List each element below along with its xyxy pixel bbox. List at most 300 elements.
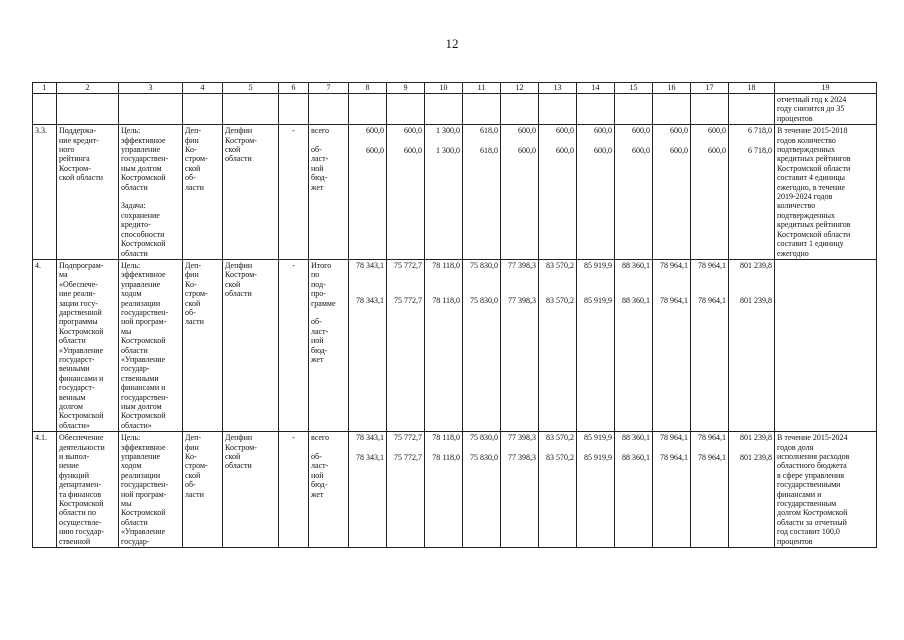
text-line: об- xyxy=(185,307,196,317)
amount-regional: 600,0 xyxy=(670,145,688,155)
amount-total: 600,0 xyxy=(518,126,536,136)
text-line: нение xyxy=(59,461,79,471)
row-number-text: 4. xyxy=(35,260,41,270)
text-line: «Управление xyxy=(121,354,166,364)
text-line: государствен- xyxy=(121,154,169,164)
amount-cell xyxy=(501,432,539,548)
dash: - xyxy=(292,260,295,270)
amount-cell xyxy=(691,125,729,260)
amount-total: 600,0 xyxy=(404,126,422,136)
amount-cell xyxy=(653,125,691,260)
text-line: ным долгом xyxy=(121,163,162,173)
activity-name xyxy=(57,125,119,260)
amount-cell xyxy=(425,432,463,548)
amount-total: 75 772,7 xyxy=(394,260,422,270)
text-line: Костромской xyxy=(59,326,104,336)
text-line: Костромской xyxy=(121,411,166,421)
amount-total: 801 239,8 xyxy=(740,260,772,270)
text-line: Костром- xyxy=(59,163,91,173)
text-line: грамме xyxy=(311,298,336,308)
text-line: ходом xyxy=(121,289,142,299)
goal-text xyxy=(119,125,183,260)
header-cell: 14 xyxy=(577,83,615,94)
text-line: фин xyxy=(185,135,199,145)
text-line: об- xyxy=(185,173,196,183)
text-line: Костром- xyxy=(225,135,257,145)
amount-cell xyxy=(349,432,387,548)
header-cell: 17 xyxy=(691,83,729,94)
text-line: области xyxy=(59,336,86,346)
text-line: 2019-2024 годов xyxy=(777,192,833,202)
program-row xyxy=(33,125,877,260)
text-line xyxy=(121,192,180,201)
text-line: государствен- xyxy=(121,480,169,490)
text-line: Обеспечение xyxy=(59,433,104,443)
text-line: долгом Костромской xyxy=(777,508,848,518)
amount-regional: 600,0 xyxy=(708,145,726,155)
amount-regional: 6 718,0 xyxy=(748,145,772,155)
text-line: жет xyxy=(311,182,324,192)
text-line: области xyxy=(121,182,148,192)
text-line: государст- xyxy=(59,354,95,364)
amount-total: 1 300,0 xyxy=(436,126,460,136)
amount-regional: 83 570,2 xyxy=(546,452,574,462)
text-line: процентов xyxy=(777,113,813,123)
text-line: Подпрограм- xyxy=(59,260,104,270)
text-line: области xyxy=(225,289,252,299)
amount-total: 600,0 xyxy=(632,126,650,136)
text-line: финансами и xyxy=(121,383,166,393)
header-cell: 11 xyxy=(463,83,501,94)
amount-total: 85 919,9 xyxy=(584,433,612,443)
text-line: об- xyxy=(311,452,322,462)
text-line: ской xyxy=(225,145,241,155)
amount-cell xyxy=(577,259,615,431)
text-line: бюд- xyxy=(311,480,328,490)
text-line: ственной xyxy=(59,536,91,546)
text-line: по xyxy=(311,270,320,280)
program-row xyxy=(33,259,877,431)
text-line: Костромской области xyxy=(777,163,851,173)
text-line: Задача: xyxy=(121,201,146,211)
text-line: ходом xyxy=(121,461,142,471)
amount-cell xyxy=(387,259,425,431)
text-line xyxy=(311,308,346,317)
amount-regional: 600,0 xyxy=(556,145,574,155)
text-line: в сфере управления xyxy=(777,470,844,480)
amount-regional: 600,0 xyxy=(366,145,384,155)
text-line: количество xyxy=(777,201,816,211)
text-line: нию государ- xyxy=(59,527,105,537)
text-line: год составит 100,0 xyxy=(777,527,840,537)
text-line: бюд- xyxy=(311,173,328,183)
amount-regional: 78 343,1 xyxy=(356,296,384,306)
amount-regional: 75 830,0 xyxy=(470,452,498,462)
amount-regional: 77 398,3 xyxy=(508,452,536,462)
text-line: венным xyxy=(59,392,86,402)
text-line: областного бюджета xyxy=(777,461,847,471)
text-line: венными xyxy=(59,364,90,374)
amount-total: 78 118,0 xyxy=(432,433,460,443)
text-line: Депфин xyxy=(225,126,253,136)
text-line: годов доля xyxy=(777,442,814,452)
text-line: области xyxy=(225,154,252,164)
partner xyxy=(223,259,279,431)
row-number-text: 3.3. xyxy=(35,126,47,136)
text-line: В течение 2015-2024 xyxy=(777,433,848,443)
text-line: Костромской xyxy=(121,173,166,183)
amount-regional: 78 964,1 xyxy=(698,452,726,462)
amount-regional: 75 772,7 xyxy=(394,296,422,306)
funding-source xyxy=(309,432,349,548)
amount-total: 600,0 xyxy=(594,126,612,136)
amount-cell xyxy=(615,432,653,548)
text-line: ской xyxy=(225,279,241,289)
text-line: ласт- xyxy=(311,461,329,471)
text-line: стром- xyxy=(185,154,208,164)
header-cell: 19 xyxy=(775,83,877,94)
text-line: подтвержденных xyxy=(777,145,835,155)
text-line: ной xyxy=(311,336,324,346)
text-line: составит 4 единицы xyxy=(777,173,846,183)
text-line: всего xyxy=(311,433,330,443)
column-6 xyxy=(279,432,309,548)
amount-regional: 618,0 xyxy=(480,145,498,155)
executor xyxy=(183,125,223,260)
text-line: ласти xyxy=(185,317,204,327)
text-line: Костромской xyxy=(121,508,166,518)
text-line: управление xyxy=(121,452,161,462)
amount-cell xyxy=(501,125,539,260)
amount-regional: 801 239,8 xyxy=(740,452,772,462)
text-line: Цель: xyxy=(121,260,141,270)
text-line: ской xyxy=(185,163,201,173)
amount-total: 801 239,8 xyxy=(740,433,772,443)
text-line: жет xyxy=(311,354,324,364)
amount-cell xyxy=(577,432,615,548)
amount-cell xyxy=(539,432,577,548)
text-line: мы xyxy=(121,499,132,509)
text-line: Костромской xyxy=(59,499,104,509)
text-line: про- xyxy=(311,289,326,299)
amount-regional: 78 964,1 xyxy=(698,296,726,306)
text-line: ской xyxy=(185,470,201,480)
text-line: мы xyxy=(121,326,132,336)
text-line: ние реали- xyxy=(59,289,96,299)
text-line: подтвержденных xyxy=(777,210,835,220)
header-cell: 8 xyxy=(349,83,387,94)
text-line: жет xyxy=(311,489,324,499)
page-number: 12 xyxy=(445,36,459,51)
row-number xyxy=(33,125,57,260)
amount-cell xyxy=(349,125,387,260)
goal-text xyxy=(119,259,183,431)
header-cell: 13 xyxy=(539,83,577,94)
text-line: области xyxy=(121,248,148,258)
text-line: ма xyxy=(59,270,68,280)
amount-regional: 85 919,9 xyxy=(584,452,612,462)
text-line: В течение 2015-2018 xyxy=(777,126,848,136)
text-line: Ко- xyxy=(185,279,197,289)
text-line: под- xyxy=(311,279,326,289)
amount-cell xyxy=(729,259,775,431)
text-line: эффективное xyxy=(121,442,166,452)
amount-regional: 801 239,8 xyxy=(740,296,772,306)
amount-cell xyxy=(577,125,615,260)
text-line: Депфин xyxy=(225,433,253,443)
amount-regional: 77 398,3 xyxy=(508,296,536,306)
amount-total: 600,0 xyxy=(670,126,688,136)
amount-total: 600,0 xyxy=(366,126,384,136)
text-line: ежегодно xyxy=(777,248,809,258)
amount-total: 83 570,2 xyxy=(546,433,574,443)
text-line: «Управление xyxy=(59,345,104,355)
amount-total: 78 964,1 xyxy=(698,260,726,270)
funding-source xyxy=(309,125,349,260)
amount-cell xyxy=(653,432,691,548)
amount-cell xyxy=(425,259,463,431)
header-cell: 12 xyxy=(501,83,539,94)
header-cell: 10 xyxy=(425,83,463,94)
header-cell: 6 xyxy=(279,83,309,94)
text-line: государственным xyxy=(777,499,837,509)
header-cell: 3 xyxy=(119,83,183,94)
text-line: области по xyxy=(59,508,97,518)
executor xyxy=(183,432,223,548)
header-cell: 2 xyxy=(57,83,119,94)
text-line: государ- xyxy=(121,364,150,374)
header-cell: 5 xyxy=(223,83,279,94)
amount-cell xyxy=(387,125,425,260)
amount-total: 88 360,1 xyxy=(622,260,650,270)
program-table xyxy=(32,82,877,548)
text-line: отчетный год к 2024 xyxy=(777,95,847,104)
dash: - xyxy=(292,126,295,136)
amount-total: 75 830,0 xyxy=(470,260,498,270)
amount-total: 77 398,3 xyxy=(508,260,536,270)
text-line: департамен- xyxy=(59,480,102,490)
text-line: области xyxy=(121,345,148,355)
text-line: об- xyxy=(311,145,322,155)
amount-regional: 600,0 xyxy=(518,145,536,155)
text-line: государст- xyxy=(59,383,95,393)
text-line: году снизится до 35 xyxy=(777,104,845,114)
header-cell: 9 xyxy=(387,83,425,94)
text-line: деятельности xyxy=(59,442,105,452)
text-line: эффективное xyxy=(121,135,166,145)
header-cell: 7 xyxy=(309,83,349,94)
text-line: осуществле- xyxy=(59,517,102,527)
text-line: «Обеспече- xyxy=(59,279,98,289)
text-line: кредито- xyxy=(121,220,151,230)
text-line: реализации xyxy=(121,470,161,480)
column-6 xyxy=(279,125,309,260)
amount-total: 83 570,2 xyxy=(546,260,574,270)
header-cell: 1 xyxy=(33,83,57,94)
text-line: управление xyxy=(121,279,161,289)
text-line: управление xyxy=(121,145,161,155)
text-line: Депфин xyxy=(225,260,253,270)
amount-cell xyxy=(615,259,653,431)
amount-cell xyxy=(501,259,539,431)
text-line: эффективное xyxy=(121,270,166,280)
text-line: та финансов xyxy=(59,489,102,499)
text-line: программы xyxy=(59,317,98,327)
amount-cell xyxy=(425,125,463,260)
amount-regional: 88 360,1 xyxy=(622,452,650,462)
text-line: Костромской области xyxy=(777,229,851,239)
partner xyxy=(223,125,279,260)
amount-cell xyxy=(349,259,387,431)
text-line: кредитных рейтингов xyxy=(777,220,851,230)
amount-cell xyxy=(463,259,501,431)
text-line: ной xyxy=(311,470,324,480)
text-line: функций xyxy=(59,470,89,480)
text-line xyxy=(311,136,346,145)
amount-regional: 75 772,7 xyxy=(394,452,422,462)
text-line: ным долгом xyxy=(121,402,162,411)
text-line: ласти xyxy=(185,489,204,499)
text-line: об- xyxy=(185,480,196,490)
text-line: Поддержа- xyxy=(59,126,96,136)
header-cell: 4 xyxy=(183,83,223,94)
activity-name xyxy=(57,259,119,431)
text-line: стром- xyxy=(185,289,208,299)
text-line: ской xyxy=(185,298,201,308)
text-line: государственными xyxy=(777,480,841,490)
result-text-continuation xyxy=(775,94,877,125)
text-line: области xyxy=(225,461,252,471)
amount-cell xyxy=(653,259,691,431)
partner xyxy=(223,432,279,548)
text-line: Костром- xyxy=(225,442,257,452)
header-row xyxy=(33,83,877,94)
text-line: рейтинга xyxy=(59,154,90,164)
text-line: Ко- xyxy=(185,452,197,462)
amount-total: 618,0 xyxy=(480,126,498,136)
amount-cell xyxy=(387,432,425,548)
amount-regional: 78 118,0 xyxy=(432,452,460,462)
amount-total: 78 118,0 xyxy=(432,260,460,270)
text-line: ного xyxy=(59,145,75,155)
amount-total: 78 343,1 xyxy=(356,260,384,270)
amount-regional: 600,0 xyxy=(404,145,422,155)
text-line: зации госу- xyxy=(59,298,98,308)
text-line: государствен- xyxy=(121,307,169,317)
amount-regional: 85 919,9 xyxy=(584,296,612,306)
dash: - xyxy=(292,433,295,443)
text-line: ской xyxy=(225,452,241,462)
text-line: «Управление xyxy=(121,527,166,537)
amount-regional: 78 964,1 xyxy=(660,296,688,306)
amount-total: 6 718,0 xyxy=(748,126,772,136)
text-line: способности xyxy=(121,229,165,239)
result-text xyxy=(775,432,877,548)
amount-regional: 75 830,0 xyxy=(470,296,498,306)
text-line: ственными xyxy=(121,373,159,383)
text-line: и выпол- xyxy=(59,452,90,462)
text-line: всего xyxy=(311,126,330,136)
amount-total: 78 964,1 xyxy=(660,433,688,443)
amount-cell xyxy=(691,432,729,548)
amount-regional: 88 360,1 xyxy=(622,296,650,306)
text-line: Цель: xyxy=(121,433,141,443)
text-line: об- xyxy=(311,317,322,327)
row-number xyxy=(33,432,57,548)
text-line: дарственной xyxy=(59,307,102,317)
text-line: финансами и xyxy=(777,489,822,499)
amount-total: 77 398,3 xyxy=(508,433,536,443)
amount-total: 600,0 xyxy=(708,126,726,136)
continuation-row xyxy=(33,94,877,125)
result-text xyxy=(775,259,877,431)
text-line: Деп- xyxy=(185,260,202,270)
amount-total: 88 360,1 xyxy=(622,433,650,443)
header-cell: 16 xyxy=(653,83,691,94)
activity-name xyxy=(57,432,119,548)
text-line: Костром- xyxy=(225,270,257,280)
goal-text xyxy=(119,432,183,548)
amount-regional: 83 570,2 xyxy=(546,296,574,306)
text-line: Итого xyxy=(311,260,332,270)
text-line xyxy=(311,443,346,452)
row-number-text: 4.1. xyxy=(35,433,47,443)
text-line: процентов xyxy=(777,536,813,546)
text-line: реализации xyxy=(121,298,161,308)
amount-cell xyxy=(539,259,577,431)
executor xyxy=(183,259,223,431)
amount-cell xyxy=(463,432,501,548)
amount-cell xyxy=(539,125,577,260)
text-line: ласт- xyxy=(311,326,329,336)
text-line: годов количество xyxy=(777,135,836,145)
text-line: составит 1 единицу xyxy=(777,239,844,249)
amount-cell xyxy=(729,125,775,260)
amount-total: 78 964,1 xyxy=(698,433,726,443)
amount-total: 600,0 xyxy=(556,126,574,136)
amount-regional: 78 964,1 xyxy=(660,452,688,462)
amount-cell xyxy=(615,125,653,260)
text-line: фин xyxy=(185,270,199,280)
program-row xyxy=(33,432,877,548)
text-line: бюд- xyxy=(311,345,328,355)
text-line: ласти xyxy=(185,182,204,192)
text-line: кредитных рейтингов xyxy=(777,154,851,164)
text-line: Костромской xyxy=(121,239,166,249)
text-line: Костромской xyxy=(121,336,166,346)
amount-regional: 600,0 xyxy=(632,145,650,155)
amount-cell xyxy=(729,432,775,548)
header-cell: 15 xyxy=(615,83,653,94)
text-line: Деп- xyxy=(185,433,202,443)
text-line: области» xyxy=(121,420,152,430)
text-line: сохранение xyxy=(121,210,160,220)
column-6 xyxy=(279,259,309,431)
amount-total: 78 964,1 xyxy=(660,260,688,270)
amount-cell xyxy=(691,259,729,431)
text-line: области xyxy=(121,517,148,527)
amount-total: 75 772,7 xyxy=(394,433,422,443)
text-line: области за отчетный xyxy=(777,517,847,527)
text-line: ние кредит- xyxy=(59,135,99,145)
amount-total: 75 830,0 xyxy=(470,433,498,443)
text-line: долгом xyxy=(59,402,83,411)
text-line: области» xyxy=(59,420,90,430)
amount-regional: 1 300,0 xyxy=(436,145,460,155)
funding-source xyxy=(309,259,349,431)
text-line: фин xyxy=(185,442,199,452)
text-line: Ко- xyxy=(185,145,197,155)
